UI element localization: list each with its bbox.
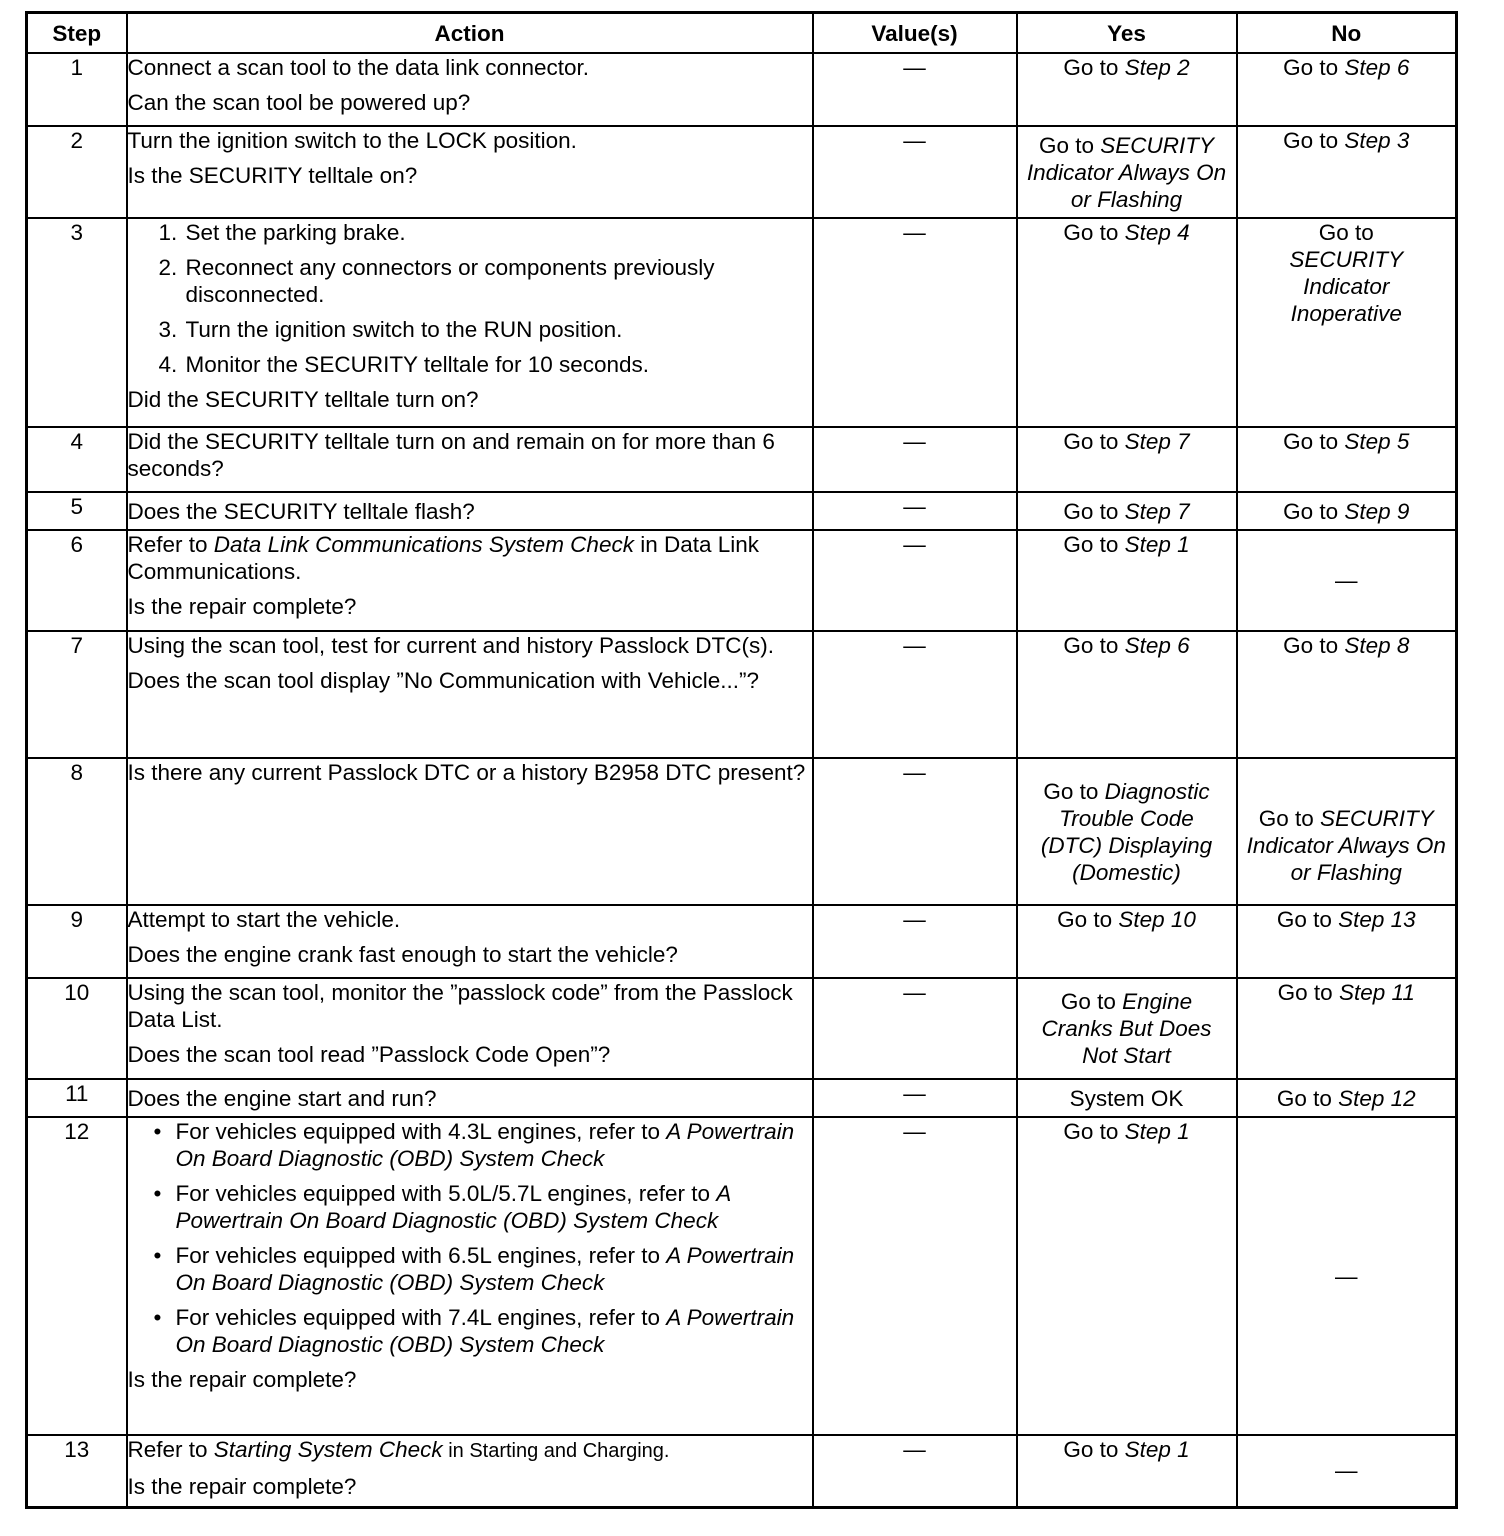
reference-link[interactable]: A Powertrain On Board Diagnostic (OBD) System Check <box>175 1305 795 1357</box>
action-text: Connect a scan tool to the data link connector. <box>127 55 590 80</box>
action-cell <box>127 978 813 1079</box>
yes-link[interactable]: Step 7 <box>1124 498 1190 524</box>
action-question: Is the repair complete? <box>127 1474 357 1499</box>
action-cell <box>127 126 813 218</box>
action-question: Is there any current Passlock DTC or a history B2958 DTC present? <box>127 760 806 785</box>
value-cell: — <box>813 492 1017 530</box>
yes-cell: Go to Step 4 <box>1017 218 1237 427</box>
table-row <box>27 1117 1457 1435</box>
yes-link[interactable]: Step 4 <box>1124 220 1190 245</box>
value-cell: — <box>813 427 1017 492</box>
yes-cell: Go to Step 1 <box>1017 1117 1237 1435</box>
no-link[interactable]: Step 11 <box>1338 980 1415 1005</box>
value-cell: — <box>813 1079 1017 1117</box>
no-cell: Go to SECURITY Indicator Always On or Flashing <box>1237 758 1457 905</box>
action-cell <box>127 631 813 758</box>
table-row <box>27 631 1457 758</box>
reference-link[interactable]: Starting System Check <box>213 1437 443 1462</box>
value-cell: — <box>813 530 1017 631</box>
procedure-item: 3. Turn the ignition switch to the RUN position. <box>184 316 812 343</box>
step-number: 6 <box>27 530 127 631</box>
yes-link[interactable]: Step 1 <box>1124 532 1190 557</box>
action-text: Using the scan tool, monitor the ”passlock code” from the Passlock Data List. <box>127 980 793 1032</box>
reference-link[interactable]: Data Link Communications System Check <box>213 532 634 557</box>
no-cell: Go to Step 8 <box>1237 631 1457 758</box>
step-number: 8 <box>27 758 127 905</box>
step-number: 4 <box>27 427 127 492</box>
yes-link[interactable]: Engine Cranks But Does Not Start <box>1041 989 1212 1068</box>
yes-cell: Go to Step 7 <box>1017 427 1237 492</box>
action-question: Does the engine crank fast enough to start the vehicle? <box>127 942 678 967</box>
yes-cell: Go to Step 7 <box>1017 492 1237 530</box>
value-cell: — <box>813 53 1017 126</box>
yes-link[interactable]: Step 1 <box>1124 1119 1190 1144</box>
header-step: Step <box>27 13 127 54</box>
value-cell: — <box>813 631 1017 758</box>
yes-link[interactable]: SECURITY Indicator Always On or Flashing <box>1026 132 1227 212</box>
action-cell <box>127 1079 813 1117</box>
action-question: Did the SECURITY telltale turn on? <box>127 387 479 412</box>
no-cell: Go to Step 5 <box>1237 427 1457 492</box>
yes-link[interactable]: Step 6 <box>1124 633 1190 658</box>
value-cell: — <box>813 758 1017 905</box>
table-row <box>27 1079 1457 1117</box>
step-number: 2 <box>27 126 127 218</box>
action-question: Can the scan tool be powered up? <box>127 90 471 115</box>
value-cell: — <box>813 905 1017 978</box>
yes-cell: Go to Step 1 <box>1017 530 1237 631</box>
list-item: • For vehicles equipped with 5.0L/5.7L engines, refer to A Powertrain On Board Diagnostic (OBD) System Check <box>176 1180 812 1234</box>
diagnostic-table <box>25 11 1458 1509</box>
no-cell: Go to Step 13 <box>1237 905 1457 978</box>
no-cell: Go to Step 9 <box>1237 492 1457 530</box>
action-question: Does the engine start and run? <box>127 1086 437 1111</box>
table-row <box>27 126 1457 218</box>
step-number: 9 <box>27 905 127 978</box>
step-number: 11 <box>27 1079 127 1117</box>
no-cell: — <box>1237 1435 1457 1507</box>
table-row <box>27 758 1457 905</box>
value-cell: — <box>813 1435 1017 1507</box>
table-row <box>27 1435 1457 1507</box>
no-cell: — <box>1237 1117 1457 1435</box>
value-cell: — <box>813 126 1017 218</box>
action-cell <box>127 1117 813 1435</box>
header-values: Value(s) <box>813 13 1017 54</box>
yes-cell: Go to Step 2 <box>1017 53 1237 126</box>
procedure-item: 4. Monitor the SECURITY telltale for 10 seconds. <box>184 351 812 378</box>
action-cell <box>127 758 813 905</box>
no-link[interactable]: Step 3 <box>1344 128 1410 153</box>
step-number: 13 <box>27 1435 127 1507</box>
header-action: Action <box>127 13 813 54</box>
no-cell: — <box>1237 530 1457 631</box>
yes-cell: Go to Step 6 <box>1017 631 1237 758</box>
yes-cell: System OK <box>1017 1079 1237 1117</box>
action-cell <box>127 905 813 978</box>
step-number: 1 <box>27 53 127 126</box>
yes-link[interactable]: Step 7 <box>1124 429 1190 454</box>
yes-link[interactable]: Step 2 <box>1124 55 1190 80</box>
list-item: • For vehicles equipped with 6.5L engines, refer to A Powertrain On Board Diagnostic (OBD) System Check <box>176 1242 812 1296</box>
step-number: 5 <box>27 492 127 530</box>
no-link[interactable]: Step 6 <box>1344 55 1410 80</box>
table-row <box>27 978 1457 1079</box>
value-cell: — <box>813 218 1017 427</box>
step-number: 7 <box>27 631 127 758</box>
action-text: Refer to Data Link Communications System Check in Data Link Communications. <box>127 532 760 584</box>
action-question: Does the scan tool display ”No Communication with Vehicle...”? <box>127 668 760 693</box>
yes-cell: Go to Diagnostic Trouble Code (DTC) Displaying (Domestic) <box>1017 758 1237 905</box>
action-cell <box>127 530 813 631</box>
action-cell <box>127 218 813 427</box>
procedure-item: 2. Reconnect any connectors or components previously disconnected. <box>184 254 812 308</box>
value-cell: — <box>813 1117 1017 1435</box>
no-link[interactable]: Step 13 <box>1338 907 1416 932</box>
list-item: • For vehicles equipped with 7.4L engines, refer to A Powertrain On Board Diagnostic (OBD) System Check <box>176 1304 812 1358</box>
action-question: Is the repair complete? <box>127 1367 357 1392</box>
header-yes: Yes <box>1017 13 1237 54</box>
reference-link[interactable]: A Powertrain On Board Diagnostic (OBD) System Check <box>175 1181 731 1233</box>
action-text: Using the scan tool, test for current and history Passlock DTC(s). <box>127 633 774 658</box>
no-cell: Go to Step 12 <box>1237 1079 1457 1117</box>
no-link[interactable]: Step 9 <box>1344 498 1410 524</box>
table-row <box>27 530 1457 631</box>
action-question: Did the SECURITY telltale turn on and remain on for more than 6 seconds? <box>127 429 775 481</box>
yes-link[interactable]: Diagnostic Trouble Code (DTC) Displaying (Domestic) <box>1040 778 1213 885</box>
no-link[interactable]: Step 8 <box>1344 633 1410 658</box>
yes-cell: Go to Engine Cranks But Does Not Start <box>1017 978 1237 1079</box>
no-cell: Go to Step 3 <box>1237 126 1457 218</box>
action-text: Attempt to start the vehicle. <box>127 907 401 932</box>
no-link[interactable]: SECURITY Indicator Always On or Flashing <box>1246 806 1446 885</box>
no-cell: Go to Step 11 <box>1237 978 1457 1079</box>
yes-link[interactable]: Step 10 <box>1118 907 1196 932</box>
table-row <box>27 218 1457 427</box>
procedure-list <box>128 219 812 378</box>
no-link[interactable]: Step 5 <box>1344 429 1410 454</box>
no-cell: Go to Step 6 <box>1237 53 1457 126</box>
action-question: Does the SECURITY telltale flash? <box>127 499 475 524</box>
yes-cell: Go to Step 1 <box>1017 1435 1237 1507</box>
yes-cell: Go to SECURITY Indicator Always On or Flashing <box>1017 126 1237 218</box>
action-cell <box>127 53 813 126</box>
reference-link[interactable]: A Powertrain On Board Diagnostic (OBD) System Check <box>175 1243 795 1295</box>
procedure-item: 1. Set the parking brake. <box>184 219 812 246</box>
no-link[interactable]: SECURITY Indicator Inoperative <box>1289 247 1404 326</box>
action-cell <box>127 492 813 530</box>
header-no: No <box>1237 13 1457 54</box>
engine-reference-list <box>128 1118 812 1358</box>
table-row <box>27 427 1457 492</box>
action-cell <box>127 427 813 492</box>
table-row <box>27 53 1457 126</box>
action-text: Refer to Starting System Check in Starting and Charging. <box>127 1437 670 1462</box>
action-question: Is the repair complete? <box>127 594 357 619</box>
action-text: Turn the ignition switch to the LOCK position. <box>127 128 577 153</box>
no-link[interactable]: Step 12 <box>1338 1085 1416 1111</box>
action-question: Is the SECURITY telltale on? <box>127 163 418 188</box>
action-question: Does the scan tool read ”Passlock Code Open”? <box>127 1042 611 1067</box>
yes-link[interactable]: Step 1 <box>1124 1437 1190 1462</box>
step-number: 3 <box>27 218 127 427</box>
step-number: 12 <box>27 1117 127 1435</box>
action-cell <box>127 1435 813 1507</box>
value-cell: — <box>813 978 1017 1079</box>
table-row <box>27 492 1457 530</box>
step-number: 10 <box>27 978 127 1079</box>
header-row <box>27 13 1457 54</box>
no-cell: Go to SECURITY Indicator Inoperative <box>1237 218 1457 427</box>
reference-link[interactable]: A Powertrain On Board Diagnostic (OBD) System Check <box>175 1119 795 1171</box>
list-item: • For vehicles equipped with 4.3L engines, refer to A Powertrain On Board Diagnostic (OBD) System Check <box>176 1118 812 1172</box>
yes-cell: Go to Step 10 <box>1017 905 1237 978</box>
table-row <box>27 905 1457 978</box>
